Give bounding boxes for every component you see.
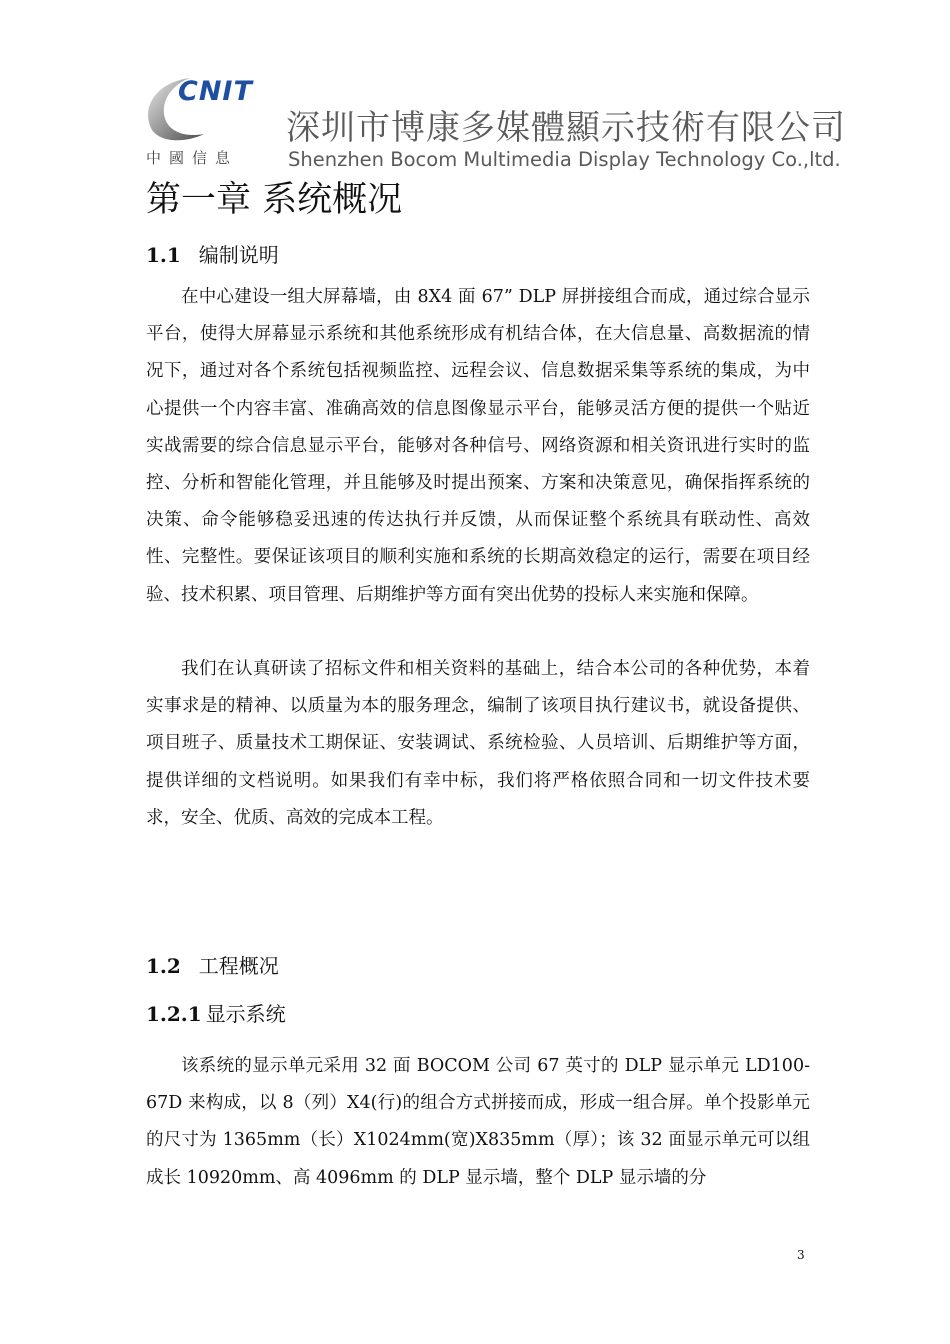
chapter-title: 第一章 系统概况 bbox=[146, 180, 403, 220]
logo-subtitle: 中國信息 bbox=[146, 149, 239, 167]
page-number: 3 bbox=[797, 1248, 805, 1262]
company-name-chinese: 深圳市博康多媒體顯示技術有限公司 bbox=[286, 108, 846, 148]
section-number: 1.1 bbox=[146, 243, 181, 267]
paragraph: 在中心建设一组大屏幕墙，由 8X4 面 67” DLP 屏拼接组合而成，通过综合显示平台，使得大屏幕显示系统和其他系统形成有机结合体，在大信息量、高数据流的情况下，通过对各个系统包括视频监控、远程会议、信息数据采集等系统的集成，为中心提供一个内容丰富、准确高效的信息图像显示平台，能够灵活方便的提供一个贴近实战需要的综合信息显示平台，能够对各种信号、网络资源和相关资讯进行实时的监控、分析和智能化管理，并且能够及时提出预案、方案和决策意见，确保指挥系统的决策、命令能够稳妥迅速的传达执行并反馈，从而保证整个系统具有联动性、高效性、完整性。要保证该项目的顺利实施和系统的长期高效稳定的运行，需要在项目经验、技术积累、项目管理、后期维护等方面有突出优势的投标人来实施和保障。 bbox=[146, 287, 810, 605]
company-logo bbox=[138, 68, 262, 172]
page-header bbox=[138, 68, 846, 172]
paragraph: 该系统的显示单元采用 32 面 BOCOM 公司 67 英寸的 DLP 显示单元 LD100-67D 来构成，以 8（列）X4(行)的组合方式拼接而成，形成一组合屏。单个投影单元的尺寸为 1365mm（长）X1024mm(宽)X835mm（厚）；该 32 面显示单元可以组成长 10920mm、高 4096mm 的 DLP 显示墙，整个 DLP 显示墙的分 bbox=[146, 1056, 810, 1188]
section-heading-1-1 bbox=[146, 239, 279, 268]
company-name-english: Shenzhen Bocom Multimedia Display Technology Co.,ltd. bbox=[288, 148, 841, 171]
section-title: 显示系统 bbox=[205, 1002, 286, 1026]
section-title: 工程概况 bbox=[198, 954, 279, 978]
section-number: 1.2.1 bbox=[146, 1002, 202, 1026]
logo-text: CNIT bbox=[178, 76, 253, 107]
paragraph: 我们在认真研读了招标文件和相关资料的基础上，结合本公司的各种优势，本着实事求是的精神、以质量为本的服务理念，编制了该项目执行建议书，就设备提供、项目班子、质量技术工期保证、安装调试、系统检验、人员培训、后期维护等方面，提供详细的文档说明。如果我们有幸中标，我们将严格依照合同和一切文件技术要求，安全、优质、高效的完成本工程。 bbox=[146, 659, 810, 828]
section-heading-1-2-1 bbox=[146, 998, 286, 1027]
section-title: 编制说明 bbox=[198, 243, 279, 267]
section-number: 1.2 bbox=[146, 954, 181, 978]
section-heading-1-2 bbox=[146, 950, 279, 979]
